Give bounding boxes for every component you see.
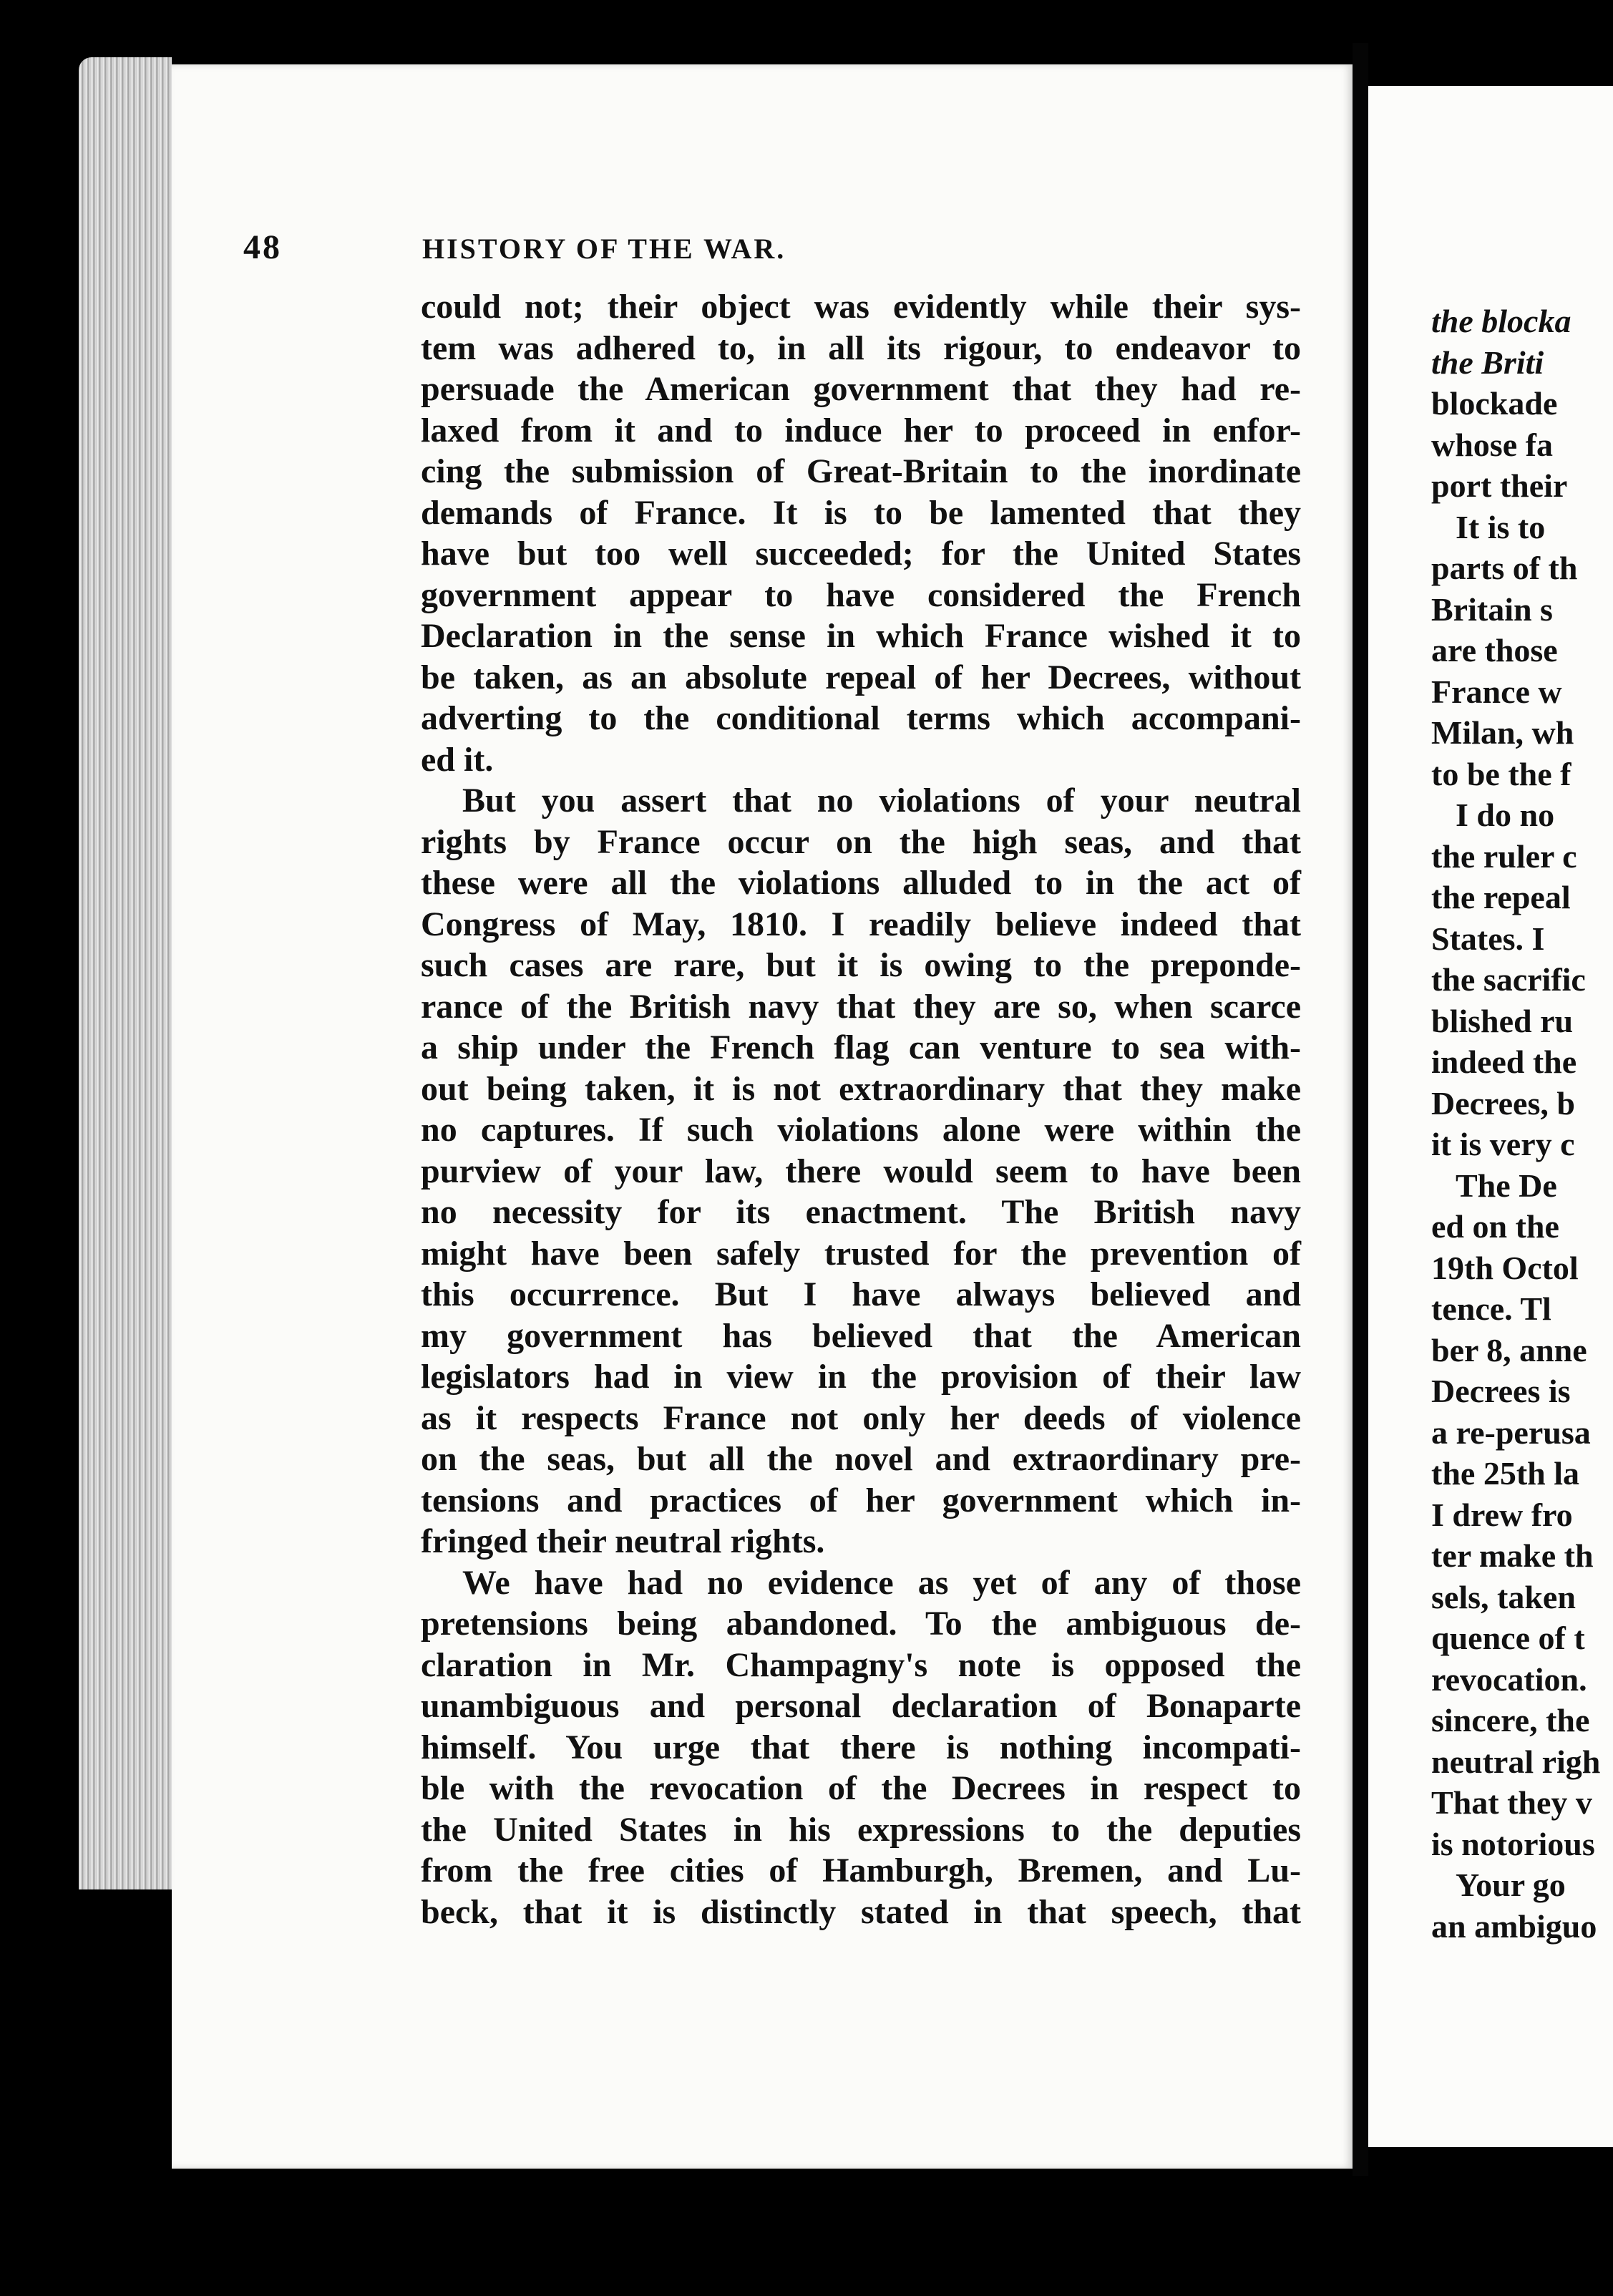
right-page-text-line: Decrees is bbox=[1431, 1373, 1571, 1409]
left-page-text-line: my government has believed that the American bbox=[421, 1316, 1301, 1355]
left-page-text-line: claration in Mr. Champagny's note is opposed the bbox=[421, 1645, 1301, 1684]
right-page-text-line: Britain s bbox=[1431, 590, 1553, 628]
left-page-text-line: Declaration in the sense in which France wished it to bbox=[421, 617, 1301, 655]
left-page-text-line: Congress of May, 1810. I readily believe indeed that bbox=[421, 905, 1301, 943]
right-page-text-line: neutral righ bbox=[1431, 1743, 1601, 1780]
left-page-text-line: on the seas, but all the novel and extraordinary pre- bbox=[421, 1440, 1301, 1478]
left-page-text-line: a ship under the French flag can venture to sea with- bbox=[421, 1028, 1301, 1066]
left-page-text-line: persuade the American government that they had re- bbox=[421, 370, 1301, 408]
left-page-text-line: be taken, as an absolute repeal of her Decrees, without bbox=[421, 658, 1301, 696]
left-page-text-line: legislators had in view in the provision of their law bbox=[421, 1358, 1301, 1396]
running-head bbox=[243, 228, 1217, 278]
right-page-text-line: revocation. bbox=[1431, 1660, 1587, 1698]
left-page-text-line: cing the submission of Great-Britain to the inordinate bbox=[421, 452, 1301, 490]
right-page-text-line: the 25th la bbox=[1431, 1455, 1579, 1492]
right-page-text-line: Milan, wh bbox=[1431, 714, 1574, 751]
left-page-text-line: rights by France occur on the high seas, and that bbox=[421, 822, 1301, 861]
right-page-text-line: the Briti bbox=[1431, 344, 1544, 381]
left-page-text-line: could not; their object was evidently while their sys- bbox=[421, 288, 1301, 326]
right-page-text-line: blished ru bbox=[1431, 1002, 1574, 1039]
left-page-text-line: as it respects France not only her deeds of violence bbox=[421, 1398, 1301, 1437]
left-page-text-line: such cases are rare, but it is owing to the preponde- bbox=[421, 946, 1301, 984]
right-page-text-line: parts of th bbox=[1431, 550, 1578, 586]
right-page-text-line: the sacrific bbox=[1431, 961, 1586, 998]
right-page-text-line: France w bbox=[1431, 673, 1562, 710]
left-page-text-line: We have had no evidence as yet of any of those bbox=[462, 1563, 1301, 1602]
right-page-text-line: That they v bbox=[1431, 1784, 1592, 1821]
left-page-text-line: ble with the revocation of the Decrees in respect to bbox=[421, 1769, 1301, 1807]
page-number: 48 bbox=[243, 228, 282, 266]
right-page-text-line: tence. Tl bbox=[1431, 1290, 1551, 1327]
left-page-text-line: fringed their neutral rights. bbox=[421, 1522, 825, 1560]
right-page-text-line: ed on the bbox=[1431, 1208, 1559, 1245]
left-page-body-text bbox=[421, 286, 1301, 1932]
right-page-text-line: the blocka bbox=[1431, 303, 1571, 339]
left-page-text-line: himself. You urge that there is nothing incompati- bbox=[421, 1728, 1301, 1766]
right-page-text-line: an ambiguo bbox=[1431, 1907, 1597, 1945]
right-page-text-line: Your go bbox=[1456, 1867, 1566, 1903]
left-page-text-line: pretensions being abandoned. To the ambiguous de- bbox=[421, 1605, 1301, 1643]
right-page-text-line: the repeal bbox=[1431, 879, 1571, 915]
right-page-text-line: is notorious bbox=[1431, 1825, 1595, 1862]
right-page-text-line: I do no bbox=[1456, 797, 1555, 833]
right-page-text-line: The De bbox=[1456, 1167, 1557, 1204]
book-page-edges bbox=[79, 57, 172, 1889]
right-page-text-line: it is very c bbox=[1431, 1126, 1575, 1162]
left-page-text-line: these were all the violations alluded to in the act of bbox=[421, 864, 1301, 902]
right-page-text-line: 19th Octol bbox=[1431, 1249, 1579, 1286]
right-page-text-line: sincere, the bbox=[1431, 1702, 1590, 1738]
right-page-text-line: sels, taken bbox=[1431, 1578, 1576, 1615]
right-page-text-line: whose fa bbox=[1431, 426, 1553, 463]
left-page-text-line: ed it. bbox=[421, 740, 494, 779]
right-page-text-line: indeed the bbox=[1431, 1044, 1577, 1080]
left-page-text-line: this occurrence. But I have always believed and bbox=[421, 1275, 1301, 1313]
left-page-text-line: unambiguous and personal declaration of Bonaparte bbox=[421, 1687, 1301, 1725]
right-page-text-line: to be the f bbox=[1431, 755, 1571, 792]
right-page-text-line: blockade bbox=[1431, 385, 1558, 422]
left-page-text-line: rance of the British navy that they are so, when scarce bbox=[421, 987, 1301, 1026]
right-page-text-line: States. I bbox=[1431, 920, 1545, 957]
left-page-text-line: no captures. If such violations alone were within the bbox=[421, 1111, 1301, 1149]
right-page-text-line: are those bbox=[1431, 632, 1558, 668]
left-page-text-line: the United States in his expressions to the deputies bbox=[421, 1810, 1301, 1849]
right-page-text-line: port their bbox=[1431, 467, 1568, 504]
right-page-text-line: ber 8, anne bbox=[1431, 1331, 1587, 1368]
left-page-text-line: no necessity for its enactment. The British navy bbox=[421, 1193, 1301, 1231]
left-page-text-line: demands of France. It is to be lamented that they bbox=[421, 493, 1301, 532]
left-page-text-line: out being taken, it is not extraordinary that they make bbox=[421, 1069, 1301, 1108]
right-page-text-line: ter make th bbox=[1431, 1537, 1594, 1574]
left-page-text-line: adverting to the conditional terms which accompani- bbox=[421, 699, 1301, 737]
right-page-text-line: quence of t bbox=[1431, 1620, 1585, 1656]
left-page-text-line: tem was adhered to, in all its rigour, to endeavor to bbox=[421, 329, 1301, 367]
right-page-body-text bbox=[1431, 301, 1613, 1947]
left-page-text-line: But you assert that no violations of your neutral bbox=[462, 782, 1301, 819]
page-title: HISTORY OF THE WAR. bbox=[422, 233, 786, 265]
left-page-text-line: from the free cities of Hamburgh, Bremen, and Lu- bbox=[421, 1852, 1301, 1889]
right-page-text-line: a re-perusa bbox=[1431, 1414, 1591, 1451]
left-page-text-line: government appear to have considered the French bbox=[421, 575, 1301, 614]
left-page-text-line: laxed from it and to induce her to proceed in enfor- bbox=[421, 411, 1301, 449]
left-page-text-line: might have been safely trusted for the prevention of bbox=[421, 1234, 1301, 1273]
right-page-text-line: the ruler c bbox=[1431, 837, 1577, 875]
left-page-text-line: beck, that it is distinctly stated in that speech, that bbox=[421, 1892, 1301, 1931]
left-page-text-line: have but too well succeeded; for the United States bbox=[421, 535, 1301, 573]
book-gutter bbox=[1353, 43, 1368, 2176]
left-page-text-line: purview of your law, there would seem to have been bbox=[421, 1152, 1301, 1190]
right-page-text-line: It is to bbox=[1456, 508, 1546, 545]
left-page-text-line: tensions and practices of her government which in- bbox=[421, 1481, 1301, 1519]
right-page-text-line: I drew fro bbox=[1431, 1496, 1573, 1533]
right-page-text-line: Decrees, b bbox=[1431, 1084, 1575, 1122]
